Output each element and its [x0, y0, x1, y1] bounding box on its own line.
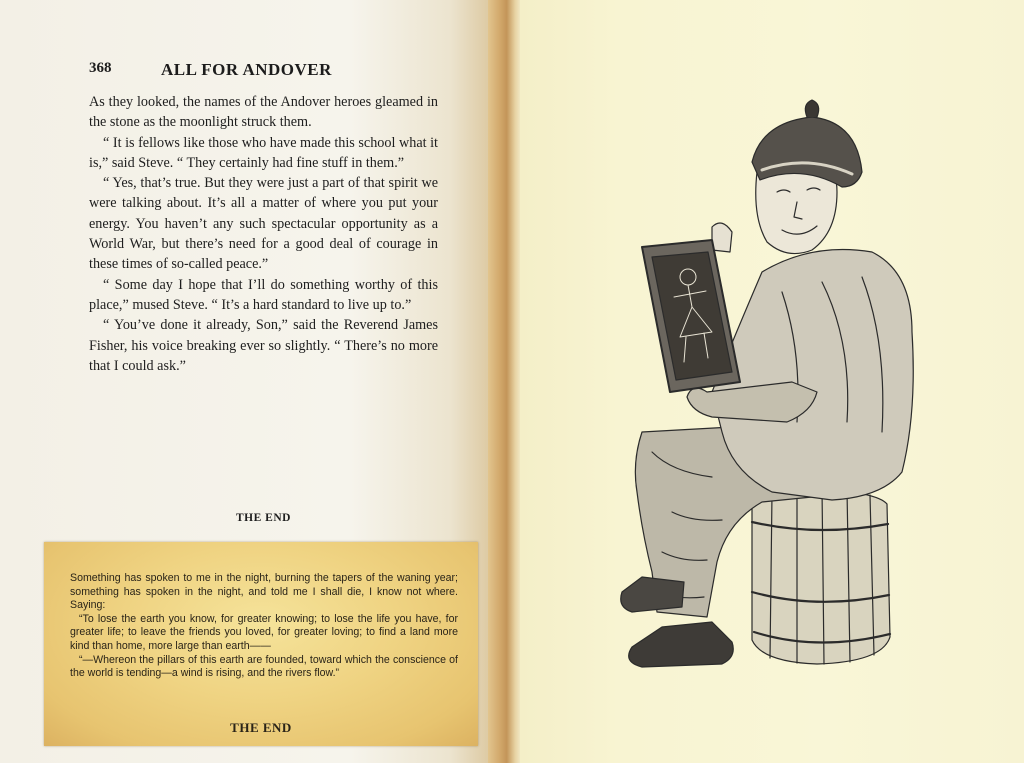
insert-paragraph: Something has spoken to me in the night, burning the tapers of the waning year; something has spoken in the night, and told me I shall die, I know not where. Saying: — [70, 572, 458, 612]
pasted-insert-card — [44, 542, 478, 746]
page-number: 368 — [89, 60, 112, 76]
boy-with-slate-illustration — [612, 92, 932, 682]
barrel — [752, 488, 890, 664]
body-text — [89, 92, 438, 376]
paragraph: “ Yes, that’s true. But they were just a part of that spirit we were talking about. It’s all a matter of where you put your energy. You haven’t any such spectacular opportunity as a World War, but there’s need for a good deal of courage in these times of so-called peace.” — [89, 175, 438, 273]
coat — [712, 250, 913, 501]
slate — [642, 240, 740, 392]
running-head: ALL FOR ANDOVER — [161, 60, 332, 79]
paragraph: As they looked, the names of the Andover heroes gleamed in the stone as the moonlight struck them. — [89, 94, 438, 131]
insert-paragraph: “To lose the earth you know, for greater knowing; to lose the life you have, for greater life; to leave the friends you loved, for greater loving; to find a land more kind than home, more large than earth—— — [70, 612, 458, 652]
the-end-heading: THE END — [236, 512, 291, 524]
shoes — [621, 577, 734, 667]
insert-paragraph: “—Whereon the pillars of this earth are founded, toward which the conscience of the world is tending—a wind is rising, and the rivers flow.” — [70, 653, 458, 680]
insert-text — [70, 572, 458, 681]
book-gutter — [488, 0, 522, 763]
paragraph: “ It is fellows like those who have made this school what it is,” said Steve. “ They certainly had fine stuff in them.” — [89, 134, 438, 171]
knit-cap — [752, 100, 862, 187]
insert-the-end: THE END — [230, 720, 292, 735]
paragraph: “ Some day I hope that I’ll do something worthy of this place,” mused Steve. “ It’s a hard standard to live up to.” — [89, 276, 438, 313]
paragraph: “ You’ve done it already, Son,” said the Reverend James Fisher, his voice breaking ever so slightly. “ There’s no more that I could ask.” — [89, 317, 438, 374]
